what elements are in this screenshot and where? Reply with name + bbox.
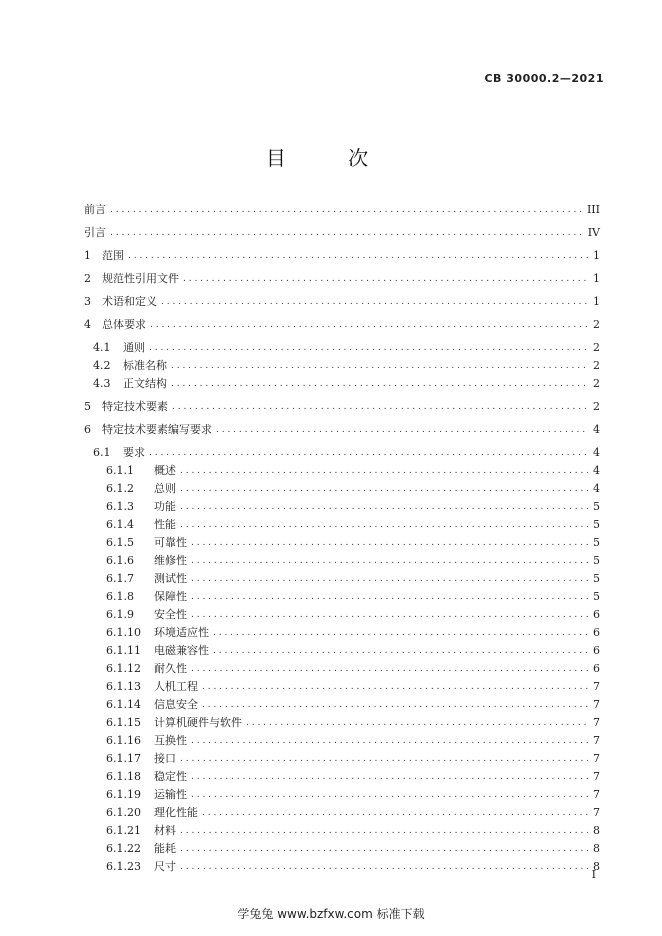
- toc-entry-label: 正文结构: [123, 377, 167, 390]
- toc-entry-page: 7: [593, 698, 600, 711]
- toc-entry-page: 7: [593, 770, 600, 783]
- toc-entry-number: 6.1.12: [106, 662, 141, 675]
- toc-entry[interactable]: [84, 747, 600, 765]
- toc-entry-number: 3: [84, 295, 91, 308]
- toc-entry-number: 6.1.13: [106, 680, 141, 693]
- toc-entry-page: 2: [593, 400, 600, 413]
- toc-entry[interactable]: [84, 765, 600, 783]
- toc-entry[interactable]: [84, 244, 600, 262]
- toc-entry-page: 4: [593, 482, 600, 495]
- toc-entry-label: 引言: [84, 226, 106, 239]
- dot-leader: [180, 825, 588, 837]
- dot-leader: [183, 273, 588, 285]
- dot-leader: [213, 627, 588, 639]
- toc-entry-label: 特定技术要素: [102, 400, 168, 413]
- toc-entry-page: 4: [593, 423, 600, 436]
- toc-entry-label: 术语和定义: [102, 295, 157, 308]
- toc-entry-page: 5: [593, 554, 600, 567]
- dot-leader: [171, 378, 588, 390]
- toc-entry[interactable]: [84, 336, 600, 354]
- toc-entry[interactable]: [84, 418, 600, 436]
- toc-entry-number: 2: [84, 272, 91, 285]
- toc-entry[interactable]: [84, 459, 600, 477]
- toc-entry[interactable]: [84, 819, 600, 837]
- toc-entry-page: 2: [593, 318, 600, 331]
- dot-leader: [216, 424, 588, 436]
- toc-entry[interactable]: [84, 693, 600, 711]
- dot-leader: [246, 717, 588, 729]
- toc-entry-number: 6.1.7: [106, 572, 134, 585]
- toc-entry-page: 8: [593, 824, 600, 837]
- toc-entry-label: 功能: [154, 500, 176, 513]
- dot-leader: [128, 250, 588, 262]
- dot-leader: [191, 573, 588, 585]
- toc-entry[interactable]: [84, 395, 600, 413]
- toc-entry[interactable]: [84, 621, 600, 639]
- footer-watermark: 学兔兔 www.bzfxw.com 标准下载: [237, 907, 425, 921]
- toc-entry-label: 通则: [123, 341, 145, 354]
- dot-leader: [161, 296, 588, 308]
- dot-leader: [180, 753, 588, 765]
- dot-leader: [191, 771, 588, 783]
- toc-entry-number: 4.2: [93, 359, 111, 372]
- toc-entry-label: 材料: [154, 824, 176, 837]
- toc-entry-page: 1: [593, 249, 600, 262]
- toc-entry-page: 1: [593, 295, 600, 308]
- toc-entry-number: 6.1.8: [106, 590, 134, 603]
- toc-entry-page: 5: [593, 518, 600, 531]
- toc-entry-number: 6.1.2: [106, 482, 134, 495]
- toc-entry-page: IV: [587, 226, 600, 239]
- toc-entry[interactable]: [84, 603, 600, 621]
- toc-entry-number: 6.1.21: [106, 824, 141, 837]
- toc-entry-label: 稳定性: [154, 770, 187, 783]
- toc-entry-number: 6.1.22: [106, 842, 141, 855]
- toc-entry-page: 6: [593, 662, 600, 675]
- toc-entry-label: 总体要求: [102, 318, 146, 331]
- toc-entry-page: 4: [593, 446, 600, 459]
- toc-entry-page: 2: [593, 341, 600, 354]
- toc-entry[interactable]: [84, 267, 600, 285]
- toc-entry-number: 6.1.14: [106, 698, 141, 711]
- toc-entry-number: 6.1.1: [106, 464, 134, 477]
- toc-entry-label: 能耗: [154, 842, 176, 855]
- toc-entry-label: 电磁兼容性: [154, 644, 209, 657]
- toc-entry-page: 7: [593, 680, 600, 693]
- table-of-contents: [84, 198, 600, 873]
- dot-leader: [180, 843, 588, 855]
- toc-entry[interactable]: [84, 531, 600, 549]
- toc-entry-page: 5: [593, 500, 600, 513]
- toc-entry[interactable]: [84, 711, 600, 729]
- toc-entry-label: 规范性引用文件: [102, 272, 179, 285]
- toc-entry-label: 接口: [154, 752, 176, 765]
- toc-entry-number: 6.1: [93, 446, 111, 459]
- toc-entry[interactable]: [84, 657, 600, 675]
- toc-entry-label: 互换性: [154, 734, 187, 747]
- toc-entry-number: 6.1.6: [106, 554, 134, 567]
- toc-entry[interactable]: [84, 675, 600, 693]
- dot-leader: [172, 401, 588, 413]
- toc-entry-number: 6: [84, 423, 91, 436]
- toc-entry-number: 6.1.4: [106, 518, 134, 531]
- dot-leader: [110, 227, 584, 239]
- toc-entry-page: 7: [593, 734, 600, 747]
- toc-entry-label: 总则: [154, 482, 176, 495]
- toc-entry-number: 6.1.10: [106, 626, 141, 639]
- toc-entry-label: 保障性: [154, 590, 187, 603]
- toc-entry-label: 尺寸: [154, 860, 176, 873]
- toc-entry-label: 人机工程: [154, 680, 198, 693]
- dot-leader: [191, 789, 588, 801]
- toc-entry-page: 6: [593, 626, 600, 639]
- toc-entry-label: 前言: [84, 203, 106, 216]
- toc-entry[interactable]: [84, 372, 600, 390]
- dot-leader: [171, 360, 588, 372]
- toc-entry-page: 7: [593, 788, 600, 801]
- toc-entry-label: 要求: [123, 446, 145, 459]
- toc-entry-page: 6: [593, 644, 600, 657]
- toc-entry-label: 运输性: [154, 788, 187, 801]
- toc-entry-number: 4: [84, 318, 91, 331]
- dot-leader: [191, 591, 588, 603]
- toc-entry[interactable]: [84, 729, 600, 747]
- toc-entry-number: 6.1.16: [106, 734, 141, 747]
- toc-entry-page: 7: [593, 806, 600, 819]
- toc-entry-label: 特定技术要素编写要求: [102, 423, 212, 436]
- toc-entry[interactable]: [84, 783, 600, 801]
- dot-leader: [213, 645, 588, 657]
- toc-entry[interactable]: [84, 354, 600, 372]
- dot-leader: [191, 609, 588, 621]
- toc-entry-number: 6.1.9: [106, 608, 134, 621]
- toc-entry-number: 6.1.23: [106, 860, 141, 873]
- dot-leader: [180, 861, 588, 873]
- toc-entry-page: 7: [593, 752, 600, 765]
- dot-leader: [150, 319, 588, 331]
- toc-entry-page: 2: [593, 359, 600, 372]
- toc-entry-page: 5: [593, 590, 600, 603]
- toc-entry-label: 性能: [154, 518, 176, 531]
- toc-entry-number: 1: [84, 249, 91, 262]
- toc-entry-page: 6: [593, 608, 600, 621]
- toc-entry-number: 6.1.18: [106, 770, 141, 783]
- dot-leader: [149, 447, 588, 459]
- toc-entry-label: 概述: [154, 464, 176, 477]
- toc-entry-label: 可靠性: [154, 536, 187, 549]
- toc-entry-number: 6.1.20: [106, 806, 141, 819]
- toc-entry[interactable]: [84, 801, 600, 819]
- toc-entry[interactable]: [84, 313, 600, 331]
- dot-leader: [202, 681, 588, 693]
- toc-entry[interactable]: [84, 198, 600, 216]
- toc-entry-page: 2: [593, 377, 600, 390]
- toc-entry[interactable]: [84, 290, 600, 308]
- toc-entry-label: 测试性: [154, 572, 187, 585]
- dot-leader: [202, 807, 588, 819]
- dot-leader: [191, 663, 588, 675]
- toc-entry[interactable]: [84, 639, 600, 657]
- toc-entry-number: 6.1.17: [106, 752, 141, 765]
- dot-leader: [191, 555, 588, 567]
- toc-entry-number: 6.1.19: [106, 788, 141, 801]
- toc-entry-page: 8: [593, 842, 600, 855]
- toc-entry-number: 6.1.15: [106, 716, 141, 729]
- page-title: 目 次: [265, 146, 397, 170]
- toc-entry-label: 理化性能: [154, 806, 198, 819]
- dot-leader: [191, 735, 588, 747]
- dot-leader: [180, 519, 588, 531]
- dot-leader: [202, 699, 588, 711]
- toc-entry[interactable]: [84, 513, 600, 531]
- toc-entry-number: 4.1: [93, 341, 111, 354]
- toc-entry[interactable]: [84, 441, 600, 459]
- toc-entry-label: 标准名称: [123, 359, 167, 372]
- toc-entry-number: 5: [84, 400, 91, 413]
- toc-entry[interactable]: [84, 855, 600, 873]
- toc-entry-label: 范围: [102, 249, 124, 262]
- dot-leader: [191, 537, 588, 549]
- toc-entry-page: III: [586, 203, 600, 216]
- toc-entry[interactable]: [84, 549, 600, 567]
- dot-leader: [180, 483, 588, 495]
- toc-entry-page: 8: [593, 860, 600, 873]
- page-number: I: [591, 868, 596, 881]
- toc-entry[interactable]: [84, 585, 600, 603]
- dot-leader: [180, 465, 588, 477]
- toc-entry[interactable]: [84, 495, 600, 513]
- dot-leader: [149, 342, 588, 354]
- toc-entry-label: 维修性: [154, 554, 187, 567]
- standard-code: CB 30000.2—2021: [484, 72, 604, 85]
- toc-entry[interactable]: [84, 477, 600, 495]
- toc-entry-label: 计算机硬件与软件: [154, 716, 242, 729]
- toc-entry-page: 1: [593, 272, 600, 285]
- toc-entry-label: 信息安全: [154, 698, 198, 711]
- toc-entry[interactable]: [84, 837, 600, 855]
- toc-entry[interactable]: [84, 221, 600, 239]
- dot-leader: [110, 204, 583, 216]
- toc-entry-page: 5: [593, 536, 600, 549]
- toc-entry-number: 6.1.5: [106, 536, 134, 549]
- toc-entry[interactable]: [84, 567, 600, 585]
- toc-entry-label: 耐久性: [154, 662, 187, 675]
- toc-entry-number: 6.1.11: [106, 644, 141, 657]
- toc-entry-page: 4: [593, 464, 600, 477]
- toc-entry-number: 4.3: [93, 377, 111, 390]
- toc-entry-page: 7: [593, 716, 600, 729]
- toc-entry-label: 环境适应性: [154, 626, 209, 639]
- toc-entry-page: 5: [593, 572, 600, 585]
- dot-leader: [180, 501, 588, 513]
- toc-entry-label: 安全性: [154, 608, 187, 621]
- toc-entry-number: 6.1.3: [106, 500, 134, 513]
